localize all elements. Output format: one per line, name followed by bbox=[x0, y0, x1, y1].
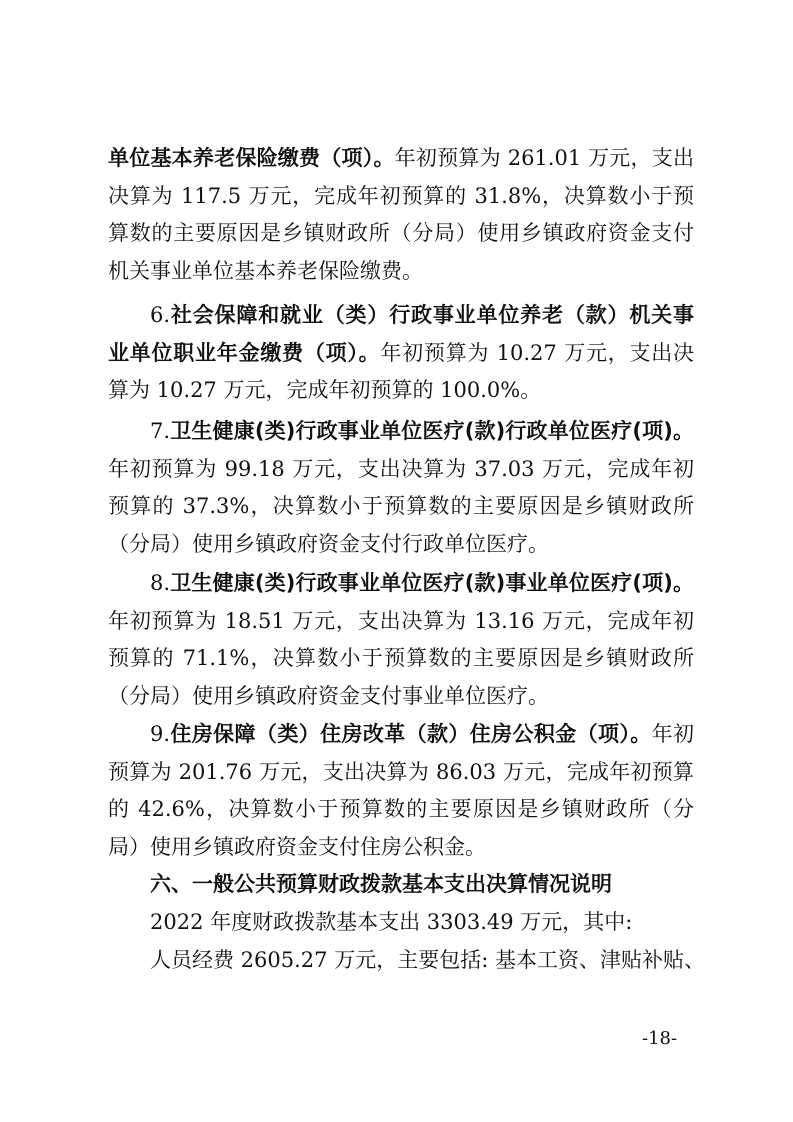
paragraph-item-6 bbox=[108, 297, 694, 410]
paragraph-body: 年初预算为 10.27 万元，支出决算为 10.27 万元，完成年初预算的 100.0%。 bbox=[108, 340, 695, 402]
item-number: 9. bbox=[150, 722, 171, 746]
page-number: -18- bbox=[642, 1028, 678, 1049]
paragraph-body: 年初预算为 99.18 万元，支出决算为 37.03 万元，完成年初预算的 37.3%，决算数小于预算数的主要原因是乡镇财政所（分局）使用乡镇政府资金支付行政单位医疗。 bbox=[108, 456, 694, 556]
paragraph-title: 社会保障和就业（类）行政事业单位养老（款）机关事业单位职业年金缴费（项）。 bbox=[108, 303, 694, 365]
paragraph-title: 住房保障（类）住房改革（款）住房公积金（项）。 bbox=[170, 722, 652, 746]
paragraph-body: 年初预算为 261.01 万元，支出决算为 117.5 万元，完成年初预算的 31.8%，决算数小于预算数的主要原因是乡镇财政所（分局）使用乡镇政府资金支付机关事业单位基本养老保险缴费。 bbox=[108, 146, 694, 283]
paragraph-item-7 bbox=[108, 413, 694, 563]
paragraph-item-9 bbox=[108, 716, 694, 866]
item-number: 6. bbox=[150, 303, 171, 327]
paragraph-title: 卫生健康(类)行政事业单位医疗(款)行政单位医疗(项)。 bbox=[170, 419, 694, 443]
personnel-expenses-line: 人员经费 2605.27 万元，主要包括: 基本工资、津贴补贴、 bbox=[150, 948, 705, 972]
paragraph-item-8 bbox=[108, 565, 694, 715]
paragraph-body: 年初预算为 18.51 万元，支出决算为 13.16 万元，完成年初预算的 71.1%，决算数小于预算数的主要原因是乡镇财政所（分局）使用乡镇政府资金支付事业单位医疗。 bbox=[108, 608, 694, 708]
paragraph-title: 卫生健康(类)行政事业单位医疗(款)事业单位医疗(项)。 bbox=[170, 571, 694, 595]
section-heading: 六、一般公共预算财政拨款基本支出决算情况说明 bbox=[150, 872, 612, 896]
item-number: 7. bbox=[150, 419, 171, 443]
paragraph-pension-insurance bbox=[108, 140, 694, 290]
paragraph-body: 年初预算为 201.76 万元，支出决算为 86.03 万元，完成年初预算的 42.6%，决算数小于预算数的主要原因是乡镇财政所（分局）使用乡镇政府资金支付住房公积金。 bbox=[108, 722, 695, 859]
item-number: 8. bbox=[150, 571, 171, 595]
basic-expenditure-total: 2022 年度财政拨款基本支出 3303.49 万元，其中: bbox=[150, 910, 633, 934]
paragraph-title: 单位基本养老保险缴费（项）。 bbox=[108, 146, 395, 170]
